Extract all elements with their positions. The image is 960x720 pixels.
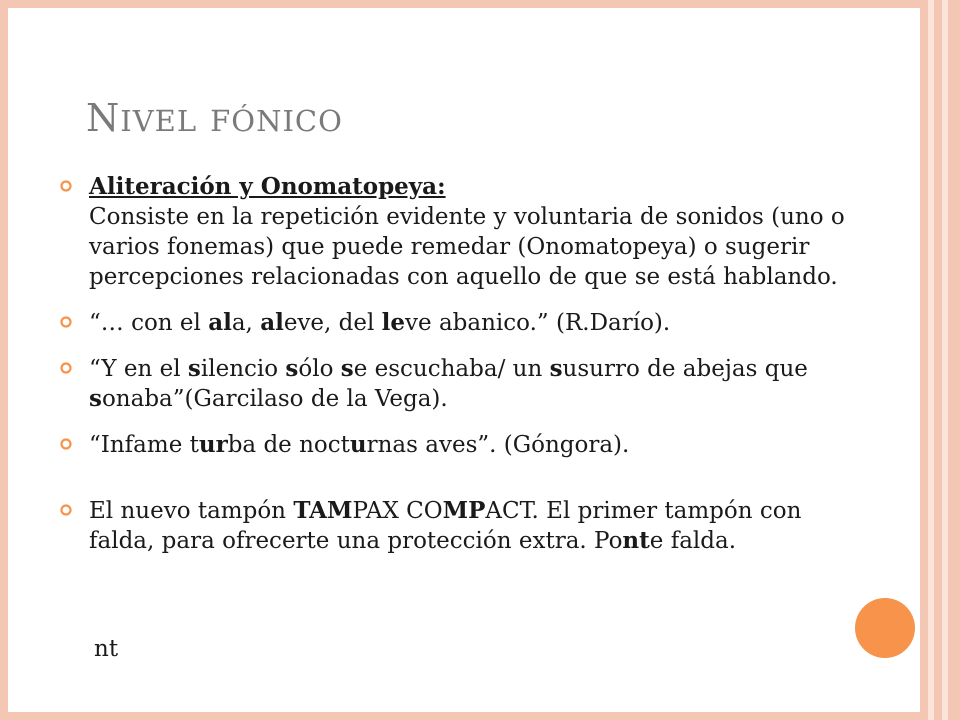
slide-title — [86, 96, 343, 140]
bullet-text: Consiste en la repetición evidente y voluntaria de sonidos (uno o varios fonemas) que puede remedar (Onomatopeya) o sugerir percepciones relacionadas con aquello de que se está hablando. — [89, 204, 845, 290]
bullet-item — [60, 496, 850, 556]
slide-content — [60, 172, 850, 572]
bullet-text: “Infame turba de nocturnas aves”. (Góngora). — [89, 431, 630, 458]
title-initial: N — [86, 96, 121, 140]
bullet-ring-icon — [60, 438, 72, 450]
bullet-ring-icon — [60, 316, 72, 328]
bullet-heading: Aliteración y Onomatopeya: — [89, 173, 446, 200]
slide-border-top — [0, 0, 920, 8]
bullet-ring-icon — [60, 504, 72, 516]
bullet-text: “… con el ala, aleve, del leve abanico.” (R.Darío). — [89, 309, 671, 336]
bullet-item — [60, 172, 850, 292]
slide-border-left — [0, 0, 8, 720]
bullet-ring-icon — [60, 362, 72, 374]
trailing-text: nt — [94, 636, 119, 662]
accent-circle — [855, 598, 915, 658]
bullet-item — [60, 430, 850, 460]
bullet-item — [60, 354, 850, 414]
bullet-text: El nuevo tampón TAMPAX COMPACT. El primer tampón con falda, para ofrecerte una protección extra. Ponte falda. — [89, 497, 802, 554]
bullet-ring-icon — [60, 180, 72, 192]
decorative-stripes — [920, 0, 960, 720]
bullet-text: “Y en el silencio sólo se escuchaba/ un susurro de abejas que sonaba”(Garcilaso de la Vega). — [89, 355, 808, 412]
title-word-1: IVEL — [120, 104, 198, 138]
slide-border-bottom — [0, 712, 920, 720]
bullet-item — [60, 308, 850, 338]
title-word-2: FÓNICO — [210, 104, 343, 138]
